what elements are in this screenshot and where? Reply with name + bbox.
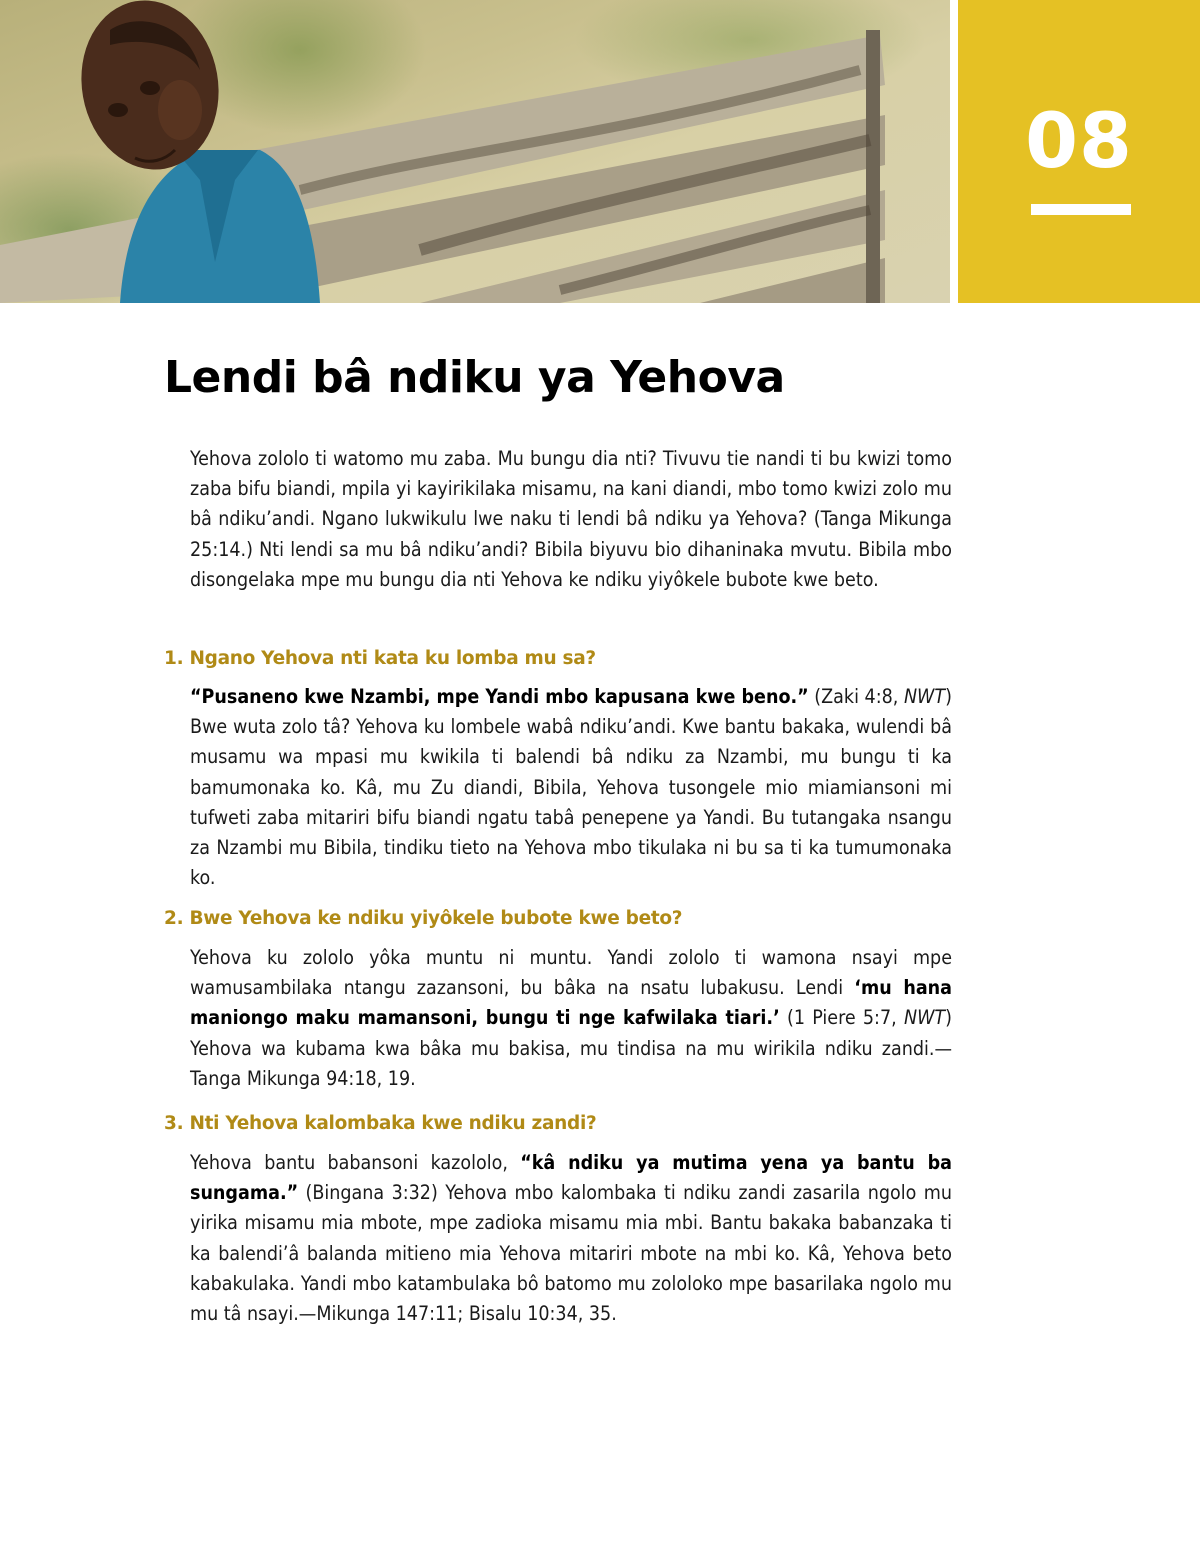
question-1: 1. Ngano Yehova nti kata ku lomba mu sa? bbox=[164, 648, 596, 669]
answer-2 bbox=[190, 943, 952, 1094]
scripture-ref-open: (1 Piere 5:7, bbox=[779, 1006, 904, 1030]
answer-lead: Yehova bantu babansoni kazololo, bbox=[190, 1151, 521, 1174]
answer-body: ) Bwe wuta zolo tâ? Yehova ku lombele wabâ ndiku’andi. Kwe bantu bakaka, wulendi bâ musamu wa mpasi mu kwikila ti balendi bâ ndiku za Nzambi, mu bungu ti ka bamumonaka ko. Kâ, mu Zu diandi, Bibila, Yehova tusongele mio miamiansoni mi tufweti zaba mitariri bifu biandi ngatu tabâ penepene ya Yandi. Bu tutangaka nsangu za Nzambi mu Bibila, tindiku tieto na Yehova mbo tikulaka ni bu sa ti ka tumumonaka ko. bbox=[190, 685, 952, 890]
page-title: Lendi bâ ndiku ya Yehova bbox=[164, 352, 785, 403]
answer-3 bbox=[190, 1148, 952, 1329]
chapter-underline bbox=[1031, 204, 1131, 215]
chapter-number: 08 bbox=[1025, 96, 1133, 185]
question-2: 2. Bwe Yehova ke ndiku yiyôkele bubote kwe beto? bbox=[164, 908, 683, 929]
answer-body: (Bingana 3:32) Yehova mbo kalombaka ti ndiku zandi zasarila ngolo mu yirika misamu mia mbote, mpe zadioka misamu mia mbi. Bantu bakaka babanzaka ti ka balendi’â balanda mitieno mia Yehova mitariri mbote na mbi ko. Kâ, Yehova beto kabakulaka. Yandi mbo katambulaka bô batomo mu zololoko mpe basarilaka ngolo mu mu tâ nsayi.—Mikunga 147:11; Bisalu 10:34, 35. bbox=[190, 1181, 952, 1326]
scripture-ref-open: (Zaki 4:8, bbox=[808, 685, 904, 708]
bible-version: NWT bbox=[903, 685, 946, 708]
scripture-quote: “Pusaneno kwe Nzambi, mpe Yandi mbo kapusana kwe beno.” bbox=[190, 685, 809, 708]
scripture-quote: ‘mu hana maniongo maku mamansoni, bungu ti nge kafwilaka tiari.’ bbox=[190, 976, 952, 1030]
header-photo bbox=[0, 0, 950, 303]
photo-illustration bbox=[0, 0, 950, 303]
answer-body: ) Yehova wa kubama kwa bâka mu bakisa, mu tindisa na mu wirikila ndiku zandi.—Tanga Mikunga 94:18, 19. bbox=[190, 1006, 952, 1090]
chapter-badge bbox=[958, 0, 1200, 303]
bible-version: NWT bbox=[903, 1006, 946, 1030]
intro-paragraph: Yehova zololo ti watomo mu zaba. Mu bungu dia nti? Tivuvu tie nandi ti bu kwizi tomo zaba bifu biandi, mpila yi kayirikilaka misamu, na kani diandi, mbo tomo kwizi zolo mu bâ ndiku’andi. Ngano lukwikulu lwe naku ti lendi bâ ndiku ya Yehova? (Tanga Mikunga 25:14.) Nti lendi sa mu bâ ndiku’andi? Bibila biyuvu bio dihaninaka mvutu. Bibila mbo disongelaka mpe mu bungu dia nti Yehova ke ndiku yiyôkele bubote kwe beto. bbox=[190, 447, 952, 591]
scripture-quote: “kâ ndiku ya mutima yena ya bantu ba sungama.” bbox=[190, 1151, 952, 1205]
question-3: 3. Nti Yehova kalombaka kwe ndiku zandi? bbox=[164, 1113, 597, 1134]
answer-1 bbox=[190, 682, 952, 893]
answer-lead: Yehova ku zololo yôka muntu ni muntu. Yandi zololo ti wamona nsayi mpe wamusambilaka ntangu zazansoni, bu bâka na nsatu lubakusu. Lendi bbox=[190, 946, 952, 1000]
